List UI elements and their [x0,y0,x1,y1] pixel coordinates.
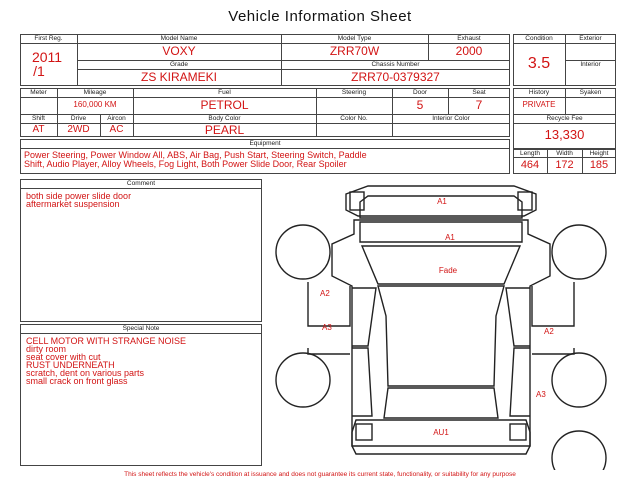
width-label: Width [556,150,573,157]
exhaust-value: 2000 [455,44,483,58]
windshield-panel [362,246,520,284]
damage-windshield: Fade [438,266,458,275]
special-note-line-5: scratch, dent on various parts [26,368,145,378]
special-note-label: Special Note [122,325,160,332]
first-reg-month: /1 [33,63,45,79]
seat-value: 7 [475,98,483,112]
width-value: 172 [555,159,574,171]
seat-label: Seat [472,89,486,96]
damage-front-bumper: A1 [437,197,447,206]
right-side-rear [510,348,530,416]
steering-label: Steering [341,89,367,96]
page-title: Vehicle Information Sheet [228,8,412,25]
aircon-value: AC [109,124,124,135]
front-left-wheel [276,225,330,279]
exhaust-label: Exhaust [457,35,481,42]
syaken-label: Syaken [579,89,602,96]
right-rear-fender [532,348,574,354]
special-note-line-4: RUST UNDERNEATH [26,360,115,370]
special-note-line-2: dirty room [26,344,67,354]
fuel-value: PETROL [200,98,249,112]
mileage-label: Mileage [83,89,107,96]
body-outline [332,220,550,454]
car-damage-diagram [268,176,618,470]
damage-hood: A1 [445,233,455,242]
grade-label: Grade [169,61,189,68]
comment-line-2: aftermarket suspension [26,199,120,209]
rear-window-panel [384,388,498,418]
model-type-value: ZRR70W [329,44,380,58]
special-note-line-3: seat cover with cut [26,352,101,362]
equipment-line-2: Shift, Audio Player, Alloy Wheels, Fog Light, Both Power Slide Door, Rear Spoiler [24,159,347,169]
equipment-line-1: Power Steering, Power Window All, ABS, Air Bag, Push Start, Steering Switch, Paddle [24,150,367,160]
chassis-number-value: ZRR70-0379327 [351,70,440,84]
length-value: 464 [520,159,540,171]
hood-panel [360,222,522,242]
recycle-fee-value: 13,330 [544,127,585,142]
comment-line-1: both side power slide door [26,191,132,201]
height-value: 185 [589,159,609,171]
fuel-label: Fuel [218,89,231,96]
left-side-front [352,288,376,346]
meter-label: Meter [30,89,47,96]
drive-label: Drive [70,115,87,122]
drive-value: 2WD [67,124,90,135]
left-side-rear [352,348,372,416]
body-color-value: PEARL [204,123,245,137]
footer-disclaimer: This sheet reflects the vehicle's condition at issuance and does not guarantee its current state, functionality, or suitability for any purpose [124,471,516,478]
special-note-line-6: small crack on front glass [26,376,128,386]
interior-label: Interior [580,61,601,68]
recycle-fee-label: Recycle Fee [546,115,583,122]
mileage-value: 160,000 KM [73,100,117,109]
damage-right-rear: A3 [536,390,546,399]
chassis-number-label: Chassis Number [371,61,420,68]
history-value: PRIVATE [522,100,556,109]
equipment-label: Equipment [249,140,281,147]
shift-label: Shift [31,115,45,122]
roof-panel [378,286,504,386]
damage-left-rear: A3 [322,323,332,332]
grade-value: ZS KIRAMEKI [140,70,217,84]
rear-right-light [510,424,526,440]
aircon-label: Aircon [107,115,126,122]
model-name-label: Model Name [160,35,198,42]
door-value: 5 [416,98,424,112]
first-reg-label: First Reg. [34,35,63,42]
condition-grade: 3.5 [527,55,551,72]
model-type-label: Model Type [337,35,372,42]
right-side-front [506,288,530,346]
damage-rear-bumper: AU1 [433,428,449,437]
left-rear-fender [308,348,350,354]
front-right-wheel [552,225,606,279]
rear-right-wheel [552,353,606,407]
height-label: Height [589,150,609,157]
special-note-line-1: CELL MOTOR WITH STRANGE NOISE [26,336,187,346]
interior-color-label: Interior Color [432,115,470,122]
model-name-value: VOXY [162,44,196,58]
right-front-fender [532,282,574,326]
damage-left-front: A2 [320,289,330,298]
rear-left-light [356,424,372,440]
exterior-label: Exterior [579,35,602,42]
comment-label: Comment [126,180,156,187]
condition-label: Condition [525,35,553,42]
spare-wheel [552,431,606,470]
shift-value: AT [32,124,45,135]
door-label: Door [412,89,428,96]
first-reg-year: 2011 [31,49,63,65]
body-color-label: Body Color [208,115,241,122]
history-label: History [528,89,550,96]
damage-right-front: A2 [544,327,554,336]
length-label: Length [520,150,540,157]
color-no-label: Color No. [340,115,368,122]
rear-left-wheel [276,353,330,407]
